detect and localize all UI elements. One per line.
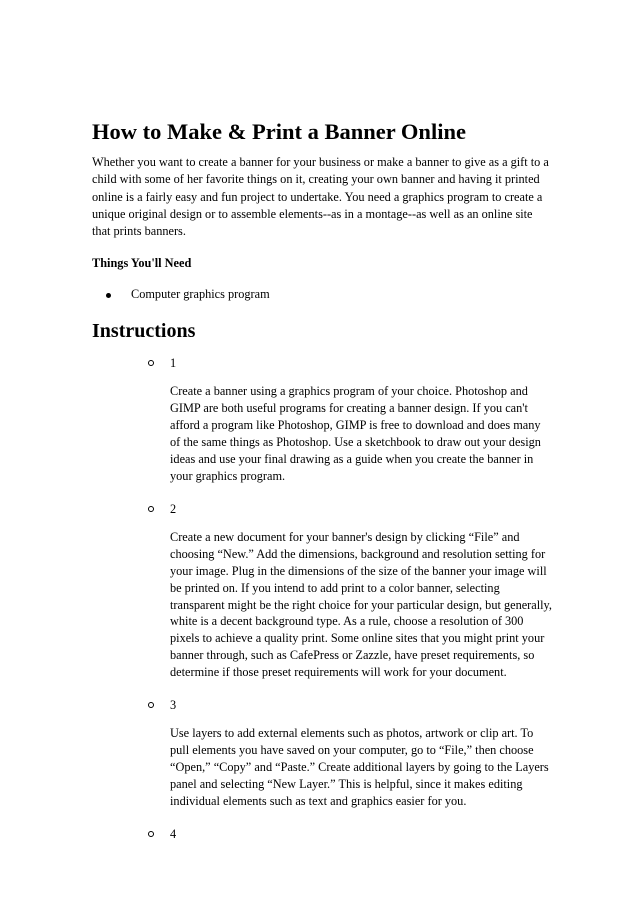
step-text: Create a new document for your banner's design by clicking “File” and choosing “New.” Add the dimensions, background and resolution setting for your image. Plug in the dimensions of the size of the banner your image will be printed on. If you intend to add print to a color banner, selecting transparent might be the right choice for your particular design, but generally, white is a decent background type. As a rule, choose a resolution of 300 pixels to achieve a quality print. Some online sites that you might print your banner through, such as CafePress or Zazzle, have preset requirements, so determine if those preset requirements will work for your document. [170, 529, 552, 680]
circle-bullet-icon [148, 831, 154, 837]
circle-bullet-icon [148, 360, 154, 366]
things-needed-list [92, 286, 552, 303]
step-item [92, 355, 552, 484]
instructions-heading: Instructions [92, 320, 196, 343]
step-text: Use layers to add external elements such as photos, artwork or clip art. To pull elements you have saved on your computer, go to “File,” then choose “Open,” “Copy” and “Paste.” Create additional layers by going to the Layers panel and selecting “New Layer.” This is helpful, since it makes editing individual elements such as text and graphics easier for you. [170, 726, 549, 808]
circle-bullet-icon [148, 702, 154, 708]
step-number: 2 [170, 501, 177, 516]
step-item [92, 501, 552, 681]
step-item [92, 826, 552, 842]
step-number: 1 [170, 356, 177, 371]
step-text: Create a banner using a graphics program of your choice. Photoshop and GIMP are both useful programs for creating a banner design. If you can't afford a program like Photoshop, GIMP is free to download and does many of the same things as Photoshop. Use a sketchbook to draw out your design ideas and use your final drawing as a guide when you create the banner in your graphics program. [170, 384, 541, 484]
bullet-icon [106, 293, 111, 298]
step-item [92, 697, 552, 810]
circle-bullet-icon [148, 506, 154, 512]
step-number: 4 [170, 826, 177, 841]
page-title: How to Make & Print a Banner Online [92, 119, 466, 144]
list-item [92, 286, 552, 303]
things-needed-heading: Things You'll Need [92, 256, 192, 271]
list-item-label: Computer graphics program [131, 287, 270, 302]
instructions-list [92, 355, 552, 841]
intro-paragraph: Whether you want to create a banner for your business or make a banner to give as a gift to a child with some of her favorite things on it, creating your own banner and having it printed online is a fairly easy and fun project to undertake. You need a graphics program to create a unique original design or to assemble elements--as in a montage--as well as an online site that prints banners. [92, 155, 549, 239]
article [92, 118, 552, 858]
step-number: 3 [170, 698, 177, 713]
